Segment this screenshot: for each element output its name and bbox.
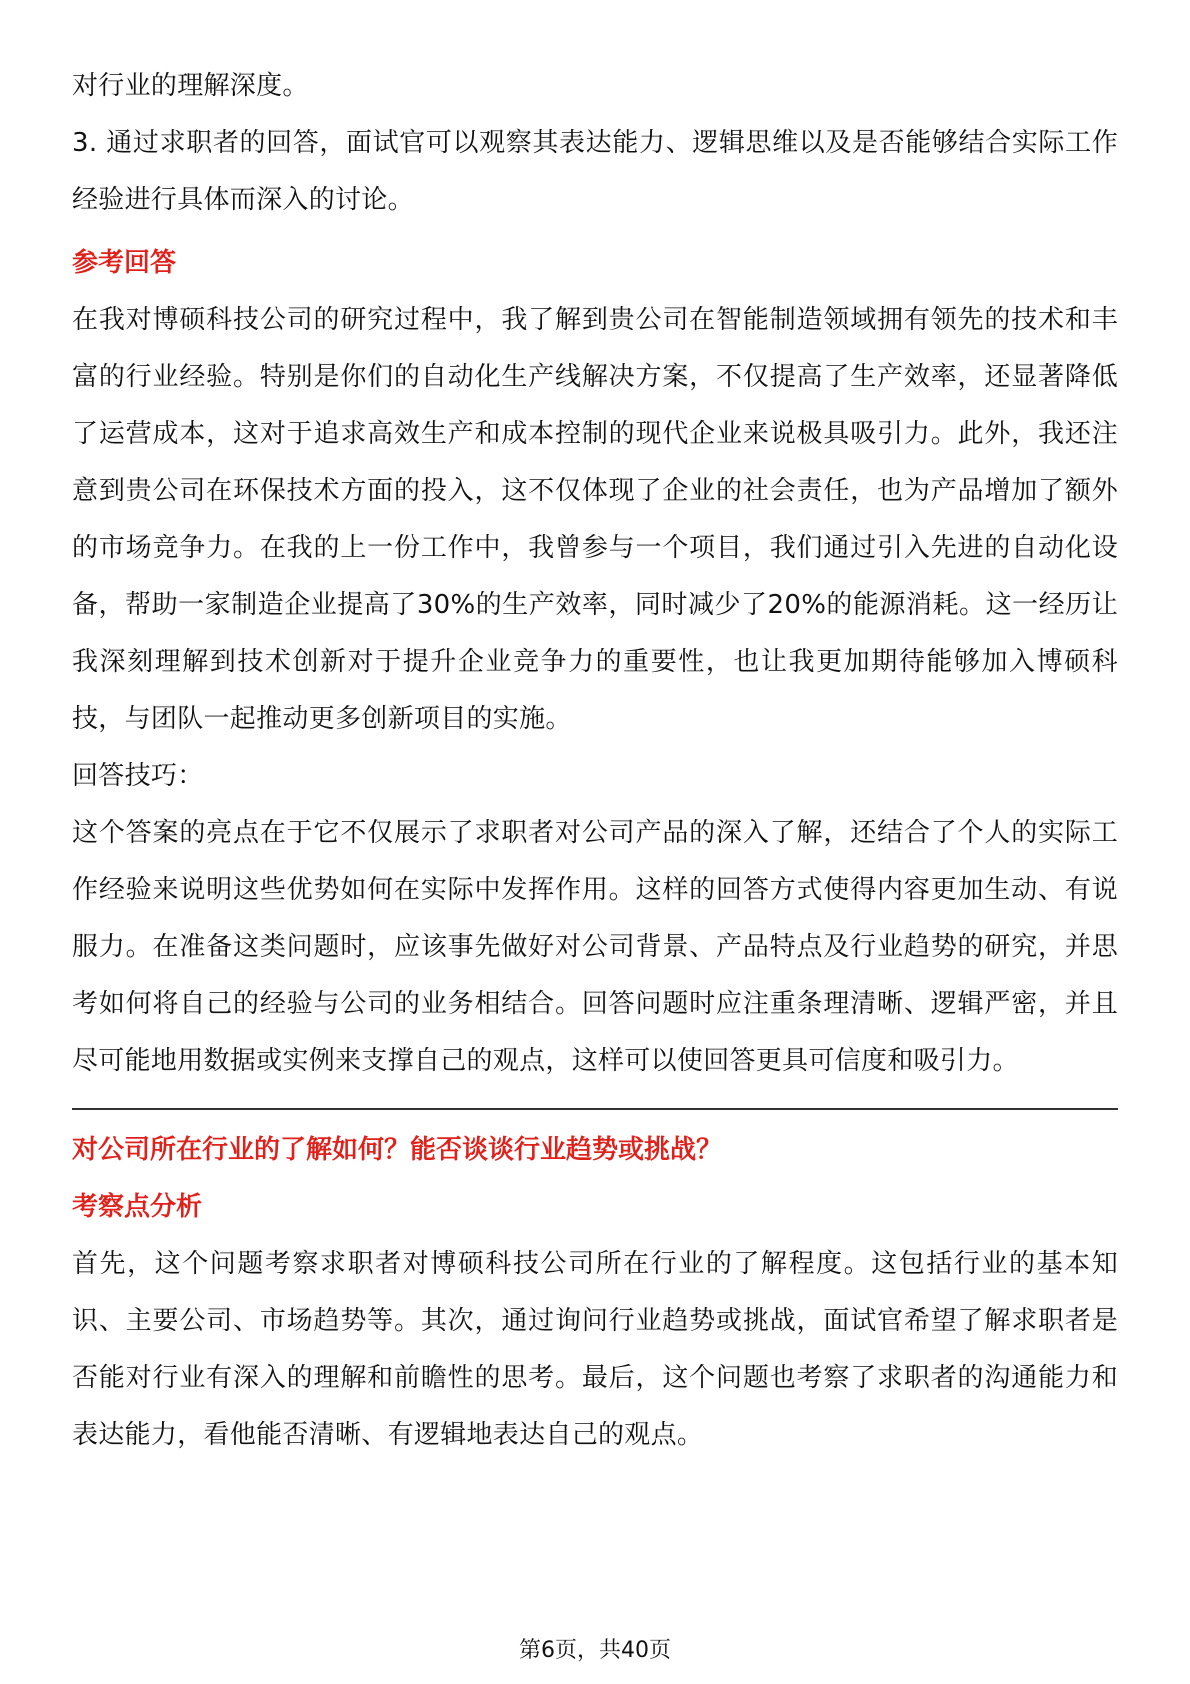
question-title: 对公司所在行业的了解如何？能否谈谈行业趋势或挑战？: [72, 1135, 723, 1165]
reference-answer-heading: 参考回答: [72, 248, 177, 278]
tips-label: 回答技巧：: [72, 761, 204, 791]
paragraph-top-1: 对行业的理解深度。: [72, 71, 309, 101]
section-divider: [72, 1108, 1118, 1110]
analysis-body: 首先，这个问题考察求职者对博硕科技公司所在行业的了解程度。这包括行业的基本知识、主要公司、市场趋势等。其次，通过询问行业趋势或挑战，面试官希望了解求职者是否能对行业有深入的理解和前瞻性的思考。最后，这个问题也考察了求职者的沟通能力和表达能力，看他能否清晰、有逻辑地表达自己的观点。: [72, 1249, 1118, 1450]
page-footer: 第6页，共40页: [519, 1638, 671, 1663]
reference-answer-body: 在我对博硕科技公司的研究过程中，我了解到贵公司在智能制造领域拥有领先的技术和丰富的行业经验。特别是你们的自动化生产线解决方案，不仅提高了生产效率，还显著降低了运营成本，这对于追求高效生产和成本控制的现代企业来说极具吸引力。此外，我还注意到贵公司在环保技术方面的投入，这不仅体现了企业的社会责任，也为产品增加了额外的市场竞争力。在我的上一份工作中，我曾参与一个项目，我们通过引入先进的自动化设备，帮助一家制造企业提高了30%的生产效率，同时减少了20%的能源消耗。这一经历让我深刻理解到技术创新对于提升企业竞争力的重要性，也让我更加期待能够加入博硕科技，与团队一起推动更多创新项目的实施。: [72, 305, 1118, 734]
document-page: [72, 58, 1118, 1464]
analysis-heading: 考察点分析: [72, 1192, 203, 1222]
paragraph-top-2: 3. 通过求职者的回答，面试官可以观察其表达能力、逻辑思维以及是否能够结合实际工作经验进行具体而深入的讨论。: [72, 128, 1118, 215]
tips-body: 这个答案的亮点在于它不仅展示了求职者对公司产品的深入了解，还结合了个人的实际工作经验来说明这些优势如何在实际中发挥作用。这样的回答方式使得内容更加生动、有说服力。在准备这类问题时，应该事先做好对公司背景、产品特点及行业趋势的研究，并思考如何将自己的经验与公司的业务相结合。回答问题时应注重条理清晰、逻辑严密，并且尽可能地用数据或实例来支撑自己的观点，这样可以使回答更具可信度和吸引力。: [72, 818, 1118, 1076]
